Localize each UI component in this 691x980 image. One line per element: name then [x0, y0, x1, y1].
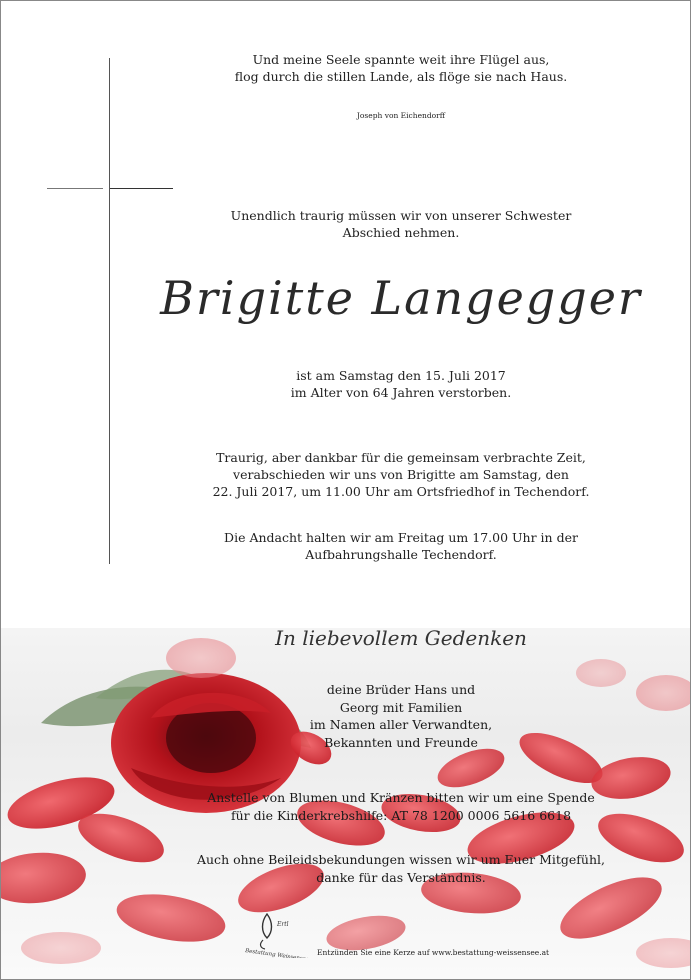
- andacht-info: [111, 529, 691, 563]
- andacht-line-2: Aufbahrungshalle Techendorf.: [305, 547, 497, 562]
- memorial-heading: In liebevollem Gedenken: [275, 628, 527, 650]
- poem-line-1: Und meine Seele spannte weit ihre Flügel aus,: [252, 52, 550, 67]
- donation-line-2: für die Kinderkrebshilfe: AT 78 1200 0006 5616 6618: [230, 807, 572, 823]
- funeral-line-2: verabschieden wir uns von Brigitte am Samstag, den: [233, 467, 569, 482]
- cross-horizontal-right: [110, 188, 173, 189]
- funeral-home-logo: [245, 908, 315, 958]
- intro-text: [111, 207, 691, 241]
- logo-bottom-text: Bestattung Weissensee: [245, 948, 310, 958]
- candle-icon: [245, 908, 315, 958]
- death-line-2: im Alter von 64 Jahren verstorben.: [290, 385, 512, 400]
- deceased-name: Brigitte Langegger: [160, 271, 642, 325]
- poem-line-2: flog durch die stillen Lande, als flöge sie nach Haus.: [234, 69, 568, 84]
- intro-line-2: Abschied nehmen.: [342, 225, 460, 240]
- condolence-line-2: danke für das Verständnis.: [316, 869, 486, 885]
- funeral-line-3: 22. Juli 2017, um 11.00 Uhr am Ortsfriedhof in Techendorf.: [212, 484, 590, 499]
- funeral-info: [111, 449, 691, 500]
- donation-line-1: Anstelle von Blumen und Kränzen bitten wir um eine Spende: [207, 790, 595, 805]
- funeral-line-1: Traurig, aber dankbar für die gemeinsam verbrachte Zeit,: [216, 450, 586, 465]
- poem: [111, 51, 691, 85]
- cross-horizontal-left: [47, 188, 103, 189]
- mourners-line-4: Bekannten und Freunde: [324, 734, 478, 750]
- andacht-line-1: Die Andacht halten wir am Freitag um 17.00 Uhr in der: [224, 530, 578, 545]
- death-line-1: ist am Samstag den 15. Juli 2017: [296, 368, 506, 383]
- cross-vertical-line: [109, 58, 110, 564]
- condolence-note: [111, 851, 691, 886]
- mourners-line-1: deine Brüder Hans und: [326, 682, 476, 697]
- mourners-line-3: im Namen aller Verwandten,: [309, 717, 493, 732]
- mourners: [111, 681, 691, 751]
- poem-author: Joseph von Eichendorff: [356, 111, 446, 120]
- logo-top-text: Ertl: [277, 921, 289, 928]
- donation-request: [111, 789, 691, 824]
- intro-line-1: Unendlich traurig müssen wir von unserer Schwester: [230, 208, 572, 223]
- death-notice: [111, 367, 691, 401]
- footer-text: Entzünden Sie eine Kerze auf www.bestattung-weissensee.at: [317, 948, 550, 957]
- condolence-line-1: Auch ohne Beileidsbekundungen wissen wir um Euer Mitgefühl,: [196, 852, 605, 867]
- mourners-line-2: Georg mit Familien: [339, 699, 463, 715]
